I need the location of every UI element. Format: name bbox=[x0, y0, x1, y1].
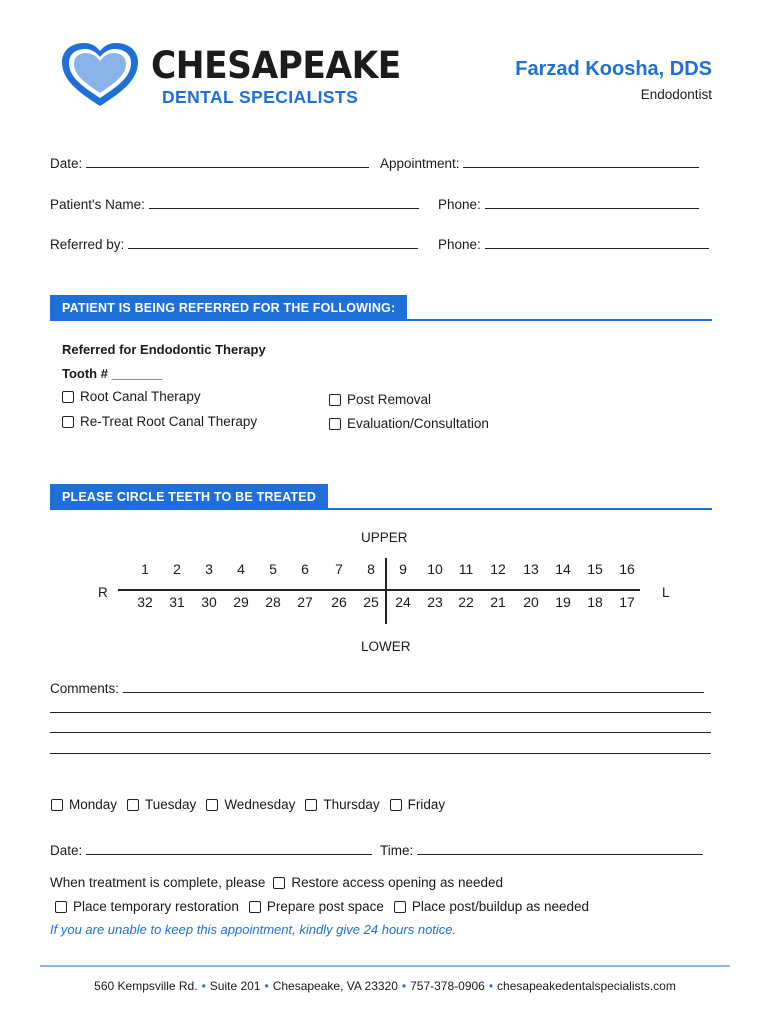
comments-line-2[interactable] bbox=[50, 732, 711, 733]
lower-tooth-7[interactable]: 26 bbox=[331, 594, 347, 610]
lower-tooth-12[interactable]: 21 bbox=[490, 594, 506, 610]
appointment-line[interactable] bbox=[463, 158, 699, 168]
checkbox-root-canal[interactable] bbox=[62, 391, 74, 403]
right-side-label: R bbox=[98, 585, 108, 600]
tooth-number-field[interactable]: Tooth # _______ bbox=[62, 366, 163, 381]
upper-tooth-14[interactable]: 14 bbox=[555, 561, 571, 577]
doctor-name: Farzad Koosha, DDS bbox=[515, 58, 712, 80]
option-post-removal-label: Post Removal bbox=[347, 392, 432, 407]
lower-tooth-10[interactable]: 23 bbox=[427, 594, 443, 610]
upper-tooth-15[interactable]: 15 bbox=[587, 561, 603, 577]
comments-line-0[interactable] bbox=[123, 683, 704, 693]
section-tab-referral: PATIENT IS BEING REFERRED FOR THE FOLLOWING: bbox=[50, 295, 407, 321]
upper-tooth-8[interactable]: 8 bbox=[367, 561, 375, 577]
lower-tooth-14[interactable]: 19 bbox=[555, 594, 571, 610]
upper-tooth-4[interactable]: 4 bbox=[237, 561, 245, 577]
footer-separator: • bbox=[401, 979, 407, 993]
lower-label: LOWER bbox=[361, 639, 411, 654]
phone-label-1: Phone: bbox=[438, 197, 481, 212]
date-line[interactable] bbox=[86, 158, 369, 168]
lower-tooth-5[interactable]: 28 bbox=[265, 594, 281, 610]
upper-tooth-12[interactable]: 12 bbox=[490, 561, 506, 577]
lower-tooth-9[interactable]: 24 bbox=[395, 594, 411, 610]
section-header-referral bbox=[50, 295, 712, 321]
notice-text: If you are unable to keep this appointment, kindly give 24 hours notice. bbox=[50, 922, 457, 937]
day-wednesday[interactable] bbox=[206, 797, 295, 812]
schedule-date-label: Date: bbox=[50, 843, 83, 858]
option-restore-access-label: Restore access opening as needed bbox=[291, 875, 504, 890]
upper-tooth-3[interactable]: 3 bbox=[205, 561, 213, 577]
referred-by-field[interactable] bbox=[50, 237, 418, 252]
lower-tooth-11[interactable]: 22 bbox=[458, 594, 474, 610]
day-thursday[interactable] bbox=[305, 797, 379, 812]
footer bbox=[0, 979, 770, 993]
day-monday-label: Monday bbox=[69, 797, 118, 812]
checkbox-thursday[interactable] bbox=[305, 799, 317, 811]
lower-tooth-6[interactable]: 27 bbox=[297, 594, 313, 610]
upper-tooth-9[interactable]: 9 bbox=[399, 561, 407, 577]
footer-divider bbox=[40, 965, 730, 967]
footer-separator: • bbox=[201, 979, 206, 993]
schedule-time-label: Time: bbox=[380, 843, 414, 858]
footer-website[interactable]: chesapeakedentalspecialists.com bbox=[497, 979, 676, 993]
lower-tooth-2[interactable]: 31 bbox=[169, 594, 185, 610]
option-post-removal[interactable] bbox=[329, 392, 431, 407]
footer-address: 560 Kempsville Rd. bbox=[94, 979, 198, 993]
day-friday[interactable] bbox=[390, 797, 446, 812]
schedule-time-line[interactable] bbox=[417, 845, 703, 855]
tooth-chart-horizontal-divider bbox=[118, 589, 640, 591]
completion-row-1 bbox=[50, 875, 513, 890]
upper-tooth-10[interactable]: 10 bbox=[427, 561, 443, 577]
checkbox-restore-access[interactable] bbox=[273, 877, 285, 889]
appointment-label: Appointment: bbox=[380, 156, 460, 171]
patient-name-line[interactable] bbox=[149, 199, 419, 209]
option-root-canal[interactable] bbox=[62, 389, 201, 404]
schedule-date-line[interactable] bbox=[86, 845, 372, 855]
lower-tooth-3[interactable]: 30 bbox=[201, 594, 217, 610]
footer-phone: 757-378-0906 bbox=[410, 979, 485, 993]
footer-separator: • bbox=[488, 979, 494, 993]
brand-subtitle: DENTAL SPECIALISTS bbox=[162, 87, 359, 107]
day-tuesday[interactable] bbox=[127, 797, 196, 812]
schedule-time-field[interactable] bbox=[380, 843, 703, 858]
checkbox-retreat[interactable] bbox=[62, 416, 74, 428]
date-label: Date: bbox=[50, 156, 83, 171]
brand-name: CHESAPEAKE bbox=[151, 44, 401, 87]
option-prepare-post-label: Prepare post space bbox=[266, 899, 384, 914]
patient-name-field[interactable] bbox=[50, 197, 419, 212]
option-temporary-restoration[interactable] bbox=[55, 899, 239, 914]
phone-field-1[interactable] bbox=[438, 197, 699, 212]
completion-row-2 bbox=[55, 899, 599, 914]
phone-line-1[interactable] bbox=[485, 199, 699, 209]
checkbox-wednesday[interactable] bbox=[206, 799, 218, 811]
left-side-label: L bbox=[662, 585, 670, 600]
date-field[interactable] bbox=[50, 156, 369, 171]
lower-tooth-8[interactable]: 25 bbox=[363, 594, 379, 610]
option-root-canal-label: Root Canal Therapy bbox=[80, 389, 201, 404]
upper-tooth-13[interactable]: 13 bbox=[523, 561, 539, 577]
upper-tooth-16[interactable]: 16 bbox=[619, 561, 635, 577]
checkbox-temporary-restoration[interactable] bbox=[55, 901, 67, 913]
checkbox-post-removal[interactable] bbox=[329, 394, 341, 406]
footer-suite: Suite 201 bbox=[209, 979, 261, 993]
upper-tooth-11[interactable]: 11 bbox=[458, 561, 474, 577]
option-evaluation[interactable] bbox=[329, 416, 489, 431]
tooth-chart-vertical-divider bbox=[385, 558, 387, 624]
lower-tooth-16[interactable]: 17 bbox=[619, 594, 635, 610]
phone-field-2[interactable] bbox=[438, 237, 709, 252]
upper-tooth-2[interactable]: 2 bbox=[173, 561, 181, 577]
lower-tooth-13[interactable]: 20 bbox=[523, 594, 539, 610]
checkbox-tuesday[interactable] bbox=[127, 799, 139, 811]
day-tuesday-label: Tuesday bbox=[145, 797, 197, 812]
checkbox-place-post[interactable] bbox=[394, 901, 406, 913]
checkbox-evaluation[interactable] bbox=[329, 418, 341, 430]
section-tab-teeth: PLEASE CIRCLE TEETH TO BE TREATED bbox=[50, 484, 328, 510]
lower-tooth-15[interactable]: 18 bbox=[587, 594, 603, 610]
section-header-teeth bbox=[50, 484, 712, 510]
schedule-date-field[interactable] bbox=[50, 843, 372, 858]
comments-field[interactable] bbox=[50, 681, 704, 696]
option-retreat[interactable] bbox=[62, 414, 257, 429]
option-place-post-label: Place post/buildup as needed bbox=[411, 899, 590, 914]
option-restore-access[interactable] bbox=[273, 875, 503, 890]
appointment-field[interactable] bbox=[380, 156, 699, 171]
phone-label-2: Phone: bbox=[438, 237, 481, 252]
comments-line-1[interactable] bbox=[50, 712, 711, 713]
option-retreat-label: Re-Treat Root Canal Therapy bbox=[80, 414, 258, 429]
phone-line-2[interactable] bbox=[485, 239, 709, 249]
checkbox-prepare-post[interactable] bbox=[249, 901, 261, 913]
upper-tooth-5[interactable]: 5 bbox=[269, 561, 277, 577]
heart-tooth-icon bbox=[58, 40, 142, 110]
upper-tooth-1[interactable]: 1 bbox=[141, 561, 149, 577]
referred-by-label: Referred by: bbox=[50, 237, 125, 252]
checkbox-monday[interactable] bbox=[51, 799, 63, 811]
upper-tooth-6[interactable]: 6 bbox=[301, 561, 309, 577]
completion-lead: When treatment is complete, please bbox=[50, 875, 266, 890]
upper-tooth-7[interactable]: 7 bbox=[335, 561, 343, 577]
day-monday[interactable] bbox=[51, 797, 117, 812]
day-thursday-label: Thursday bbox=[323, 797, 380, 812]
referral-subtitle: Referred for Endodontic Therapy bbox=[62, 342, 266, 357]
upper-label: UPPER bbox=[361, 530, 408, 545]
lower-tooth-1[interactable]: 32 bbox=[137, 594, 153, 610]
referred-by-line[interactable] bbox=[128, 239, 418, 249]
patient-name-label: Patient's Name: bbox=[50, 197, 145, 212]
comments-label: Comments: bbox=[50, 681, 120, 696]
day-friday-label: Friday bbox=[407, 797, 446, 812]
option-prepare-post[interactable] bbox=[249, 899, 384, 914]
day-wednesday-label: Wednesday bbox=[224, 797, 296, 812]
comments-line-3[interactable] bbox=[50, 753, 711, 754]
option-evaluation-label: Evaluation/Consultation bbox=[347, 416, 489, 431]
option-temporary-restoration-label: Place temporary restoration bbox=[73, 899, 239, 914]
days-row bbox=[51, 797, 455, 812]
lower-tooth-4[interactable]: 29 bbox=[233, 594, 249, 610]
footer-city: Chesapeake, VA 23320 bbox=[272, 979, 398, 993]
doctor-title: Endodontist bbox=[640, 87, 712, 102]
checkbox-friday[interactable] bbox=[390, 799, 402, 811]
footer-separator: • bbox=[264, 979, 269, 993]
option-place-post[interactable] bbox=[394, 899, 589, 914]
